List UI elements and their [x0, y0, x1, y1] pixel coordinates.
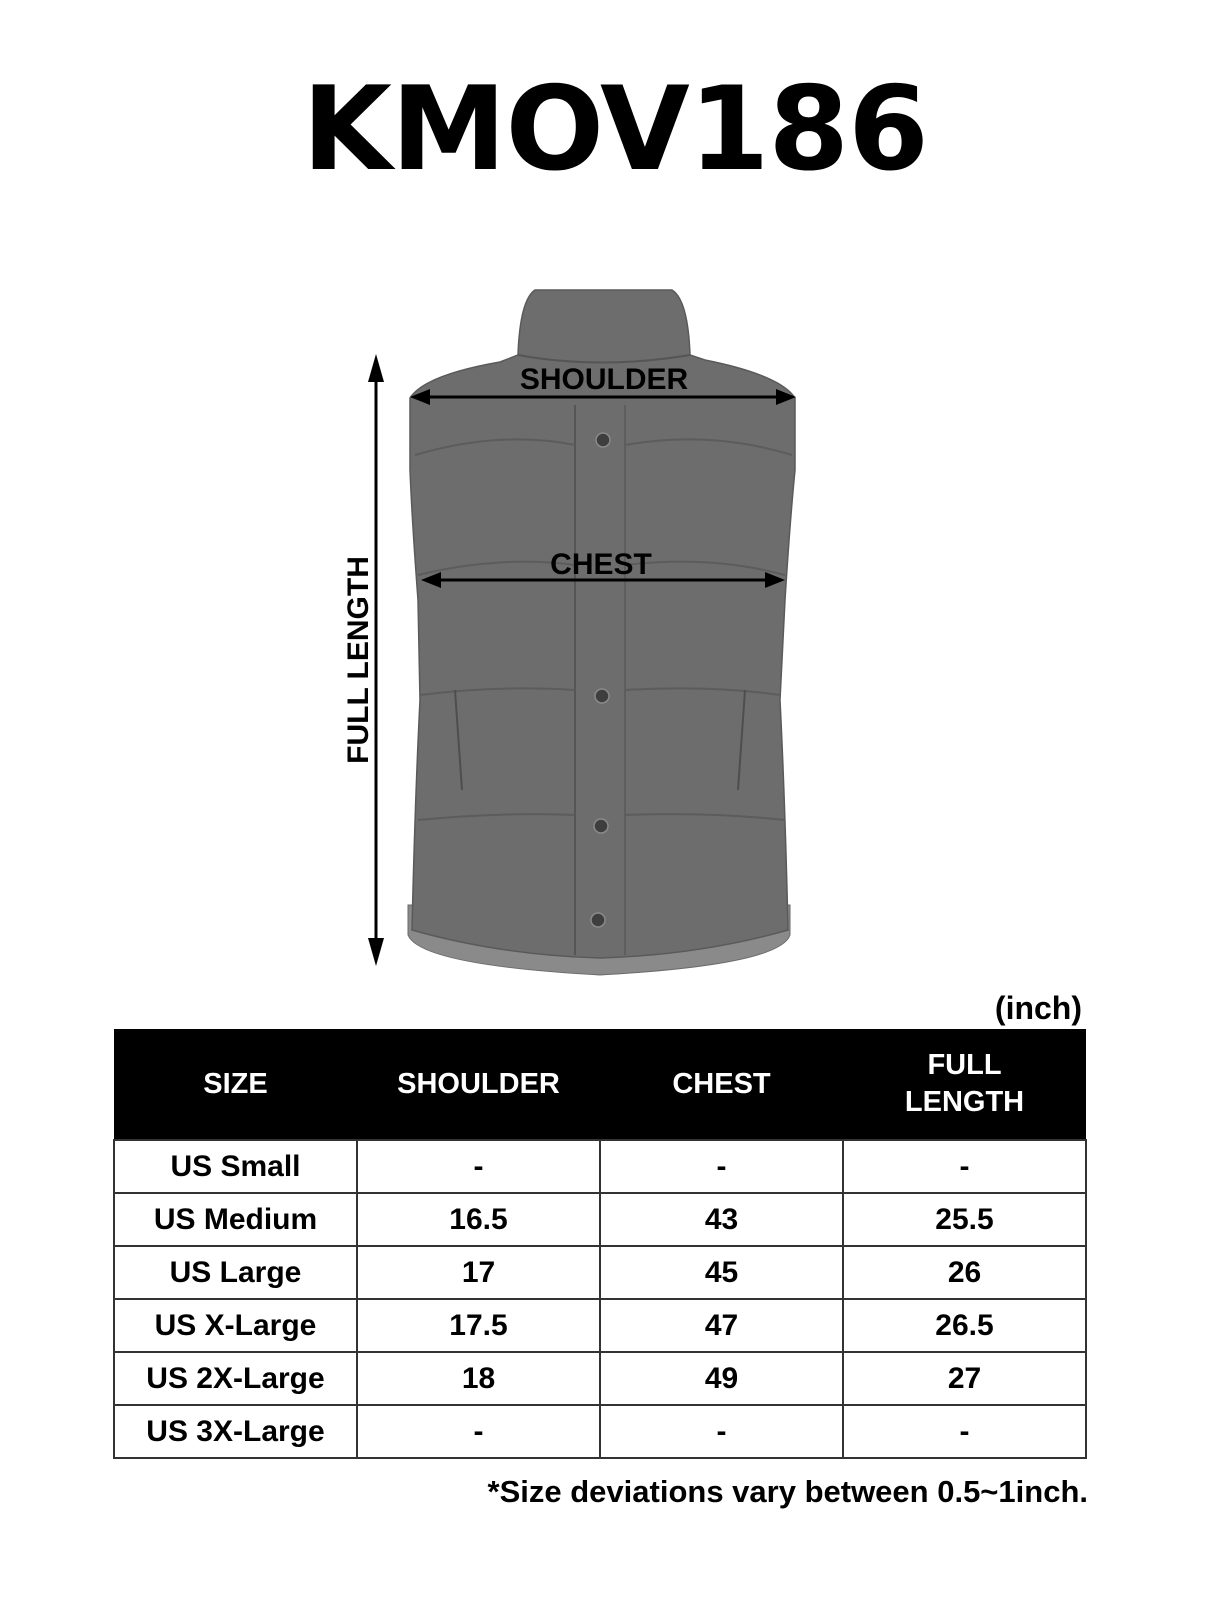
table-row	[114, 1246, 1086, 1299]
size-chart-table	[113, 1029, 1087, 1459]
chest-cell: 45	[600, 1246, 843, 1299]
unit-label: (inch)	[994, 990, 1082, 1026]
full-length-label: FULL LENGTH	[342, 556, 375, 764]
shoulder-cell: -	[357, 1140, 600, 1193]
shoulder-cell: 17.5	[357, 1299, 600, 1352]
table-header-row	[114, 1029, 1086, 1140]
size-cell: US Medium	[114, 1193, 357, 1246]
full-length-cell: 25.5	[843, 1193, 1086, 1246]
size-cell: US Small	[114, 1140, 357, 1193]
table-row	[114, 1193, 1086, 1246]
shoulder-cell: 16.5	[357, 1193, 600, 1246]
shoulder-cell: 17	[357, 1246, 600, 1299]
size-deviation-note: *Size deviations vary between 0.5~1inch.	[487, 1474, 1088, 1509]
full-length-cell: 27	[843, 1352, 1086, 1405]
shoulder-cell: 18	[357, 1352, 600, 1405]
table-row	[114, 1299, 1086, 1352]
table-row	[114, 1352, 1086, 1405]
product-code-title: KMOV186	[302, 62, 928, 197]
size-cell: US 2X-Large	[114, 1352, 357, 1405]
chest-cell: -	[600, 1405, 843, 1458]
shoulder-label: SHOULDER	[519, 363, 689, 396]
header-size: SIZE	[114, 1029, 357, 1140]
chest-label: CHEST	[550, 548, 652, 581]
shoulder-cell: -	[357, 1405, 600, 1458]
table-row	[114, 1140, 1086, 1193]
chest-cell: 49	[600, 1352, 843, 1405]
table-row	[114, 1405, 1086, 1458]
full-length-cell: -	[843, 1405, 1086, 1458]
full-length-cell: -	[843, 1140, 1086, 1193]
size-cell: US X-Large	[114, 1299, 357, 1352]
chest-cell: -	[600, 1140, 843, 1193]
full-length-cell: 26.5	[843, 1299, 1086, 1352]
chest-cell: 47	[600, 1299, 843, 1352]
size-cell: US Large	[114, 1246, 357, 1299]
size-cell: US 3X-Large	[114, 1405, 357, 1458]
full-length-cell: 26	[843, 1246, 1086, 1299]
header-full-length: FULL LENGTH	[843, 1029, 1086, 1140]
header-shoulder: SHOULDER	[357, 1029, 600, 1140]
chest-cell: 43	[600, 1193, 843, 1246]
header-chest: CHEST	[600, 1029, 843, 1140]
